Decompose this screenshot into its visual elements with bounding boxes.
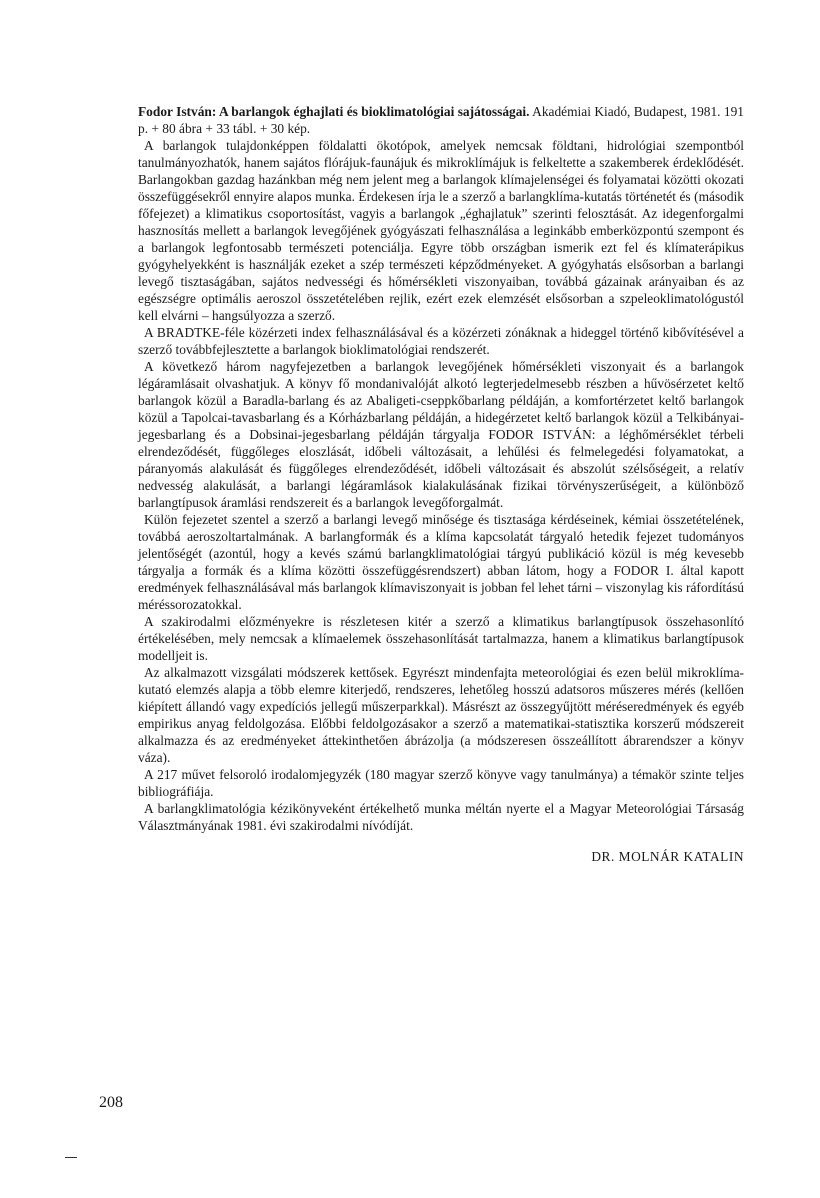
book-citation bbox=[138, 103, 744, 137]
reviewer-signature: DR. MOLNÁR KATALIN bbox=[591, 849, 744, 864]
review-paragraph: A barlangok tulajdonképpen földalatti ökotópok, amelyek nemcsak földtani, hidrológiai szempontból tanulmányozhatók, hanem sajátos flórájuk-faunájuk és mikroklímájuk is felkeltette a szakemberek érdeklődését. Barlangokban gazdag hazánkban még nem jelent meg a barlangok klímajelenségei és folyamatai közötti okozati összefüggésekről ennyire alapos munka. Érdekesen írja le a szerző a barlangklíma-kutatás történetét és (második főfejezet) a klimatikus csoportosítást, vagyis a barlangok „éghajlatuk” szerinti felosztását. Az idegenforgalmi hasznosítás mellett a barlangok levegőjének gyógyászati felhasználása a leginkább emberközpontú szempont és a barlangok legfontosabb természeti potenciálja. Egyre több országban ismerik ezt fel és klímaterápikus gyógyhelyekként is használják ezeket a szép természeti képződményeket. A gyógyhatás elsősorban a barlangi levegő tisztaságában, sajátos nedvességi és hőmérsékleti viszonyaiban, továbbá gázainak arányaiban és az egészségre optimális aeroszol összetételében rejlik, ezért ezek elemzését elsősorban a szpeleoklimatológustól kell elvárni – hangsúlyozza a szerző. bbox=[138, 138, 744, 323]
review-paragraph: A következő három nagyfejezetben a barlangok levegőjének hőmérsékleti viszonyait és a barlangok légáramlásait olvashatjuk. A könyv fő mondanivalóját alkotó legterjedelmesebb részben a hűvösérzetet keltő barlangok közül a Baradla-barlang és az Abaligeti-cseppkőbarlang példáján, a komfortérzetet keltő barlangok közül a Tapolcai-tavasbarlang és a Kórházbarlang példáján, a hidegérzetet keltő barlangok közül a Telkibányai-jegesbarlang és a Dobsinai-jegesbarlang példáján tárgyalja FODOR ISTVÁN: a léghőmérséklet térbeli elrendeződését, függőleges eloszlását, időbeli változásait, a lehűlési és felmelegedési folyamatokat, a páranyomás alakulását és függőleges elrendeződését, időbeli változásait és abszolút szélsőségeit, a relatív nedvesség alakulását, a barlangi légáramlások kialakulásának fizikai törvényszerűségeit, a különböző barlangtípusok áramlási rendszereit és a barlangok levegőforgalmát. bbox=[138, 359, 744, 510]
review-text-block bbox=[138, 103, 744, 865]
page-number: 208 bbox=[99, 1094, 123, 1111]
citation-author-title: Fodor István: A barlangok éghajlati és bioklimatológiai sajátosságai. bbox=[138, 104, 530, 119]
review-paragraph: Az alkalmazott vizsgálati módszerek kettősek. Egyrészt mindenfajta meteorológiai és ezen belül mikroklíma-kutató elemzés alapja a több elemre kiterjedő, rendszeres, lehetőleg hosszú adatsoros műszeres mérés (kellően kiépített állandó vagy expedíciós jellegű műszerparkkal). Másrészt az összegyűjtött méréseredmények és egyéb empirikus anyag feldolgozása. Előbbi feldolgozásakor a szerző a matematikai-statisztika korszerű módszereit alkalmazza és az eredményeket áttekinthetően ábrázolja (a módszeresen összeállított ábrarendszer a könyv váza). bbox=[138, 665, 744, 765]
review-paragraph: A barlangklimatológia kézikönyveként értékelhető munka méltán nyerte el a Magyar Meteorológiai Társaság Választmányának 1981. évi szakirodalmi nívódíját. bbox=[138, 801, 744, 833]
review-paragraph: A BRADTKE-féle közérzeti index felhasználásával és a közérzeti zónáknak a hideggel történő kibővítésével a szerző továbbfejlesztette a barlangok bioklimatológiai rendszerét. bbox=[138, 325, 744, 357]
review-paragraph: A szakirodalmi előzményekre is részletesen kitér a szerző a klimatikus barlangtípusok összehasonlító értékelésében, mely nemcsak a klímaelemek összehasonlítását tartalmazza, hanem a klimatikus barlangtípusok modelljeit is. bbox=[138, 614, 744, 663]
footer-dash-mark bbox=[65, 1157, 77, 1158]
review-paragraph: Külön fejezetet szentel a szerző a barlangi levegő minősége és tisztasága kérdéseinek, kémiai összetételének, továbbá aeroszoltartalmának. A barlangformák és a klíma kapcsolatát tárgyaló hetedik fejezet tudományos jelentőségét (azontúl, hogy a kevés számú barlangklimatológiai tárgyú publikáció közül is még kevesebb tárgyalja a formák és a klíma közötti összefüggésrendszert) abban látom, hogy a FODOR I. által kapott eredmények felhasználásával más barlangok klímaviszonyait is jobban fel lehet tárni – viszonylag kis ráfordítású méréssorozatokkal. bbox=[138, 512, 744, 612]
review-paragraph: A 217 művet felsoroló irodalomjegyzék (180 magyar szerző könyve vagy tanulmánya) a témakör szinte teljes bibliográfiája. bbox=[138, 767, 744, 799]
citation-publication-details: Akadémiai Kiadó, Budapest, 1981. 191 p. + 80 ábra + 33 tábl. + 30 kép. bbox=[138, 104, 745, 136]
